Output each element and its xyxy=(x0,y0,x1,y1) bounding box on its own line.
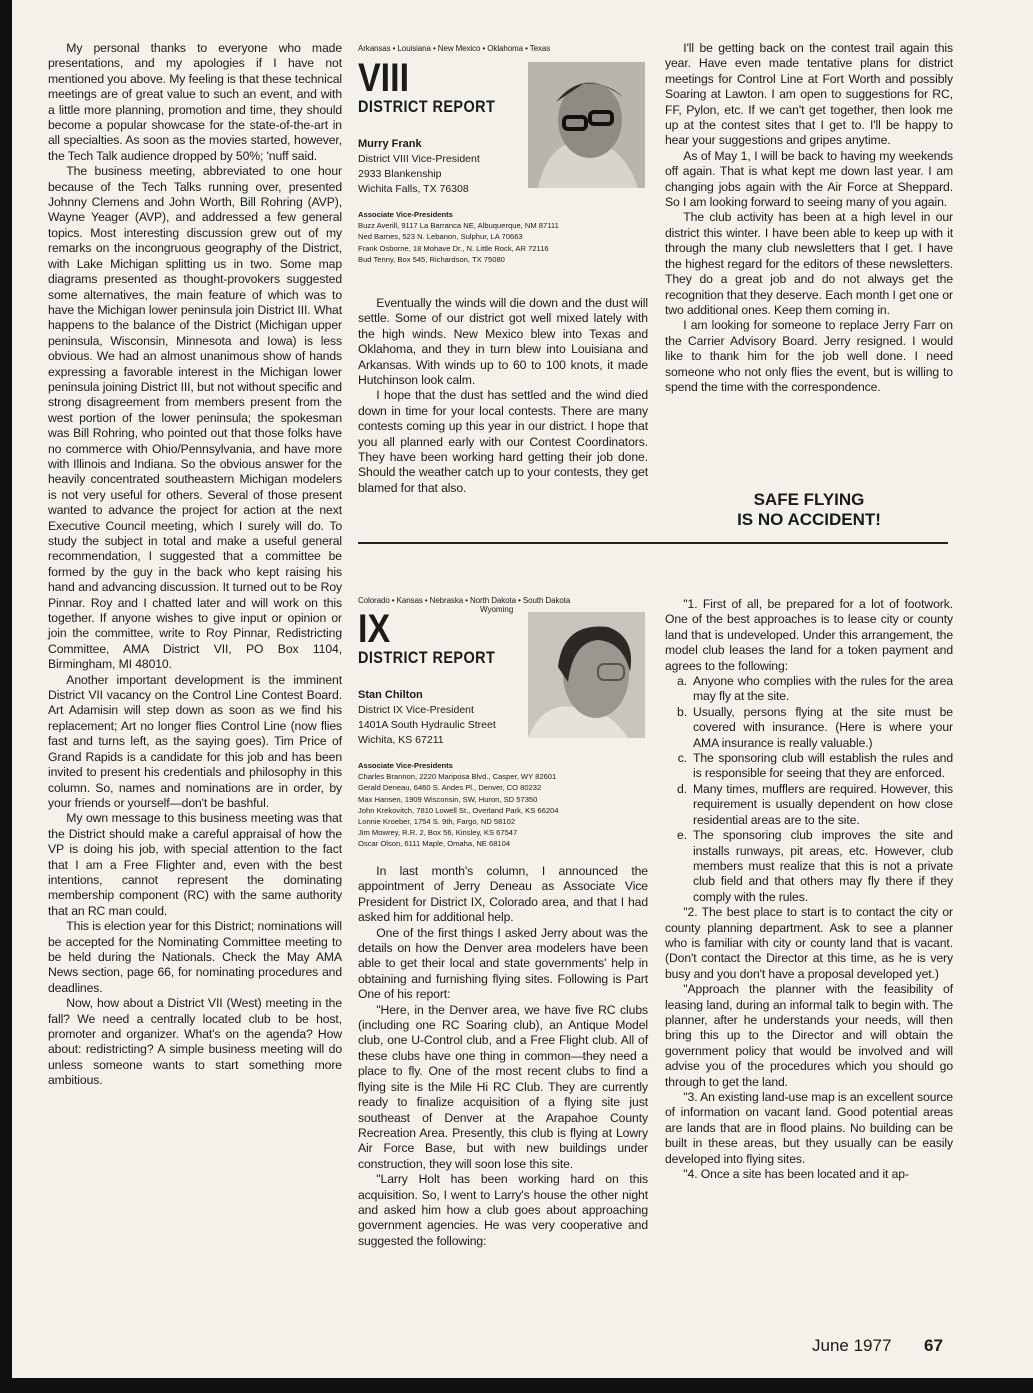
district9-body-continued xyxy=(665,597,953,1182)
district8-body xyxy=(358,296,648,496)
district9-header xyxy=(358,596,654,850)
district8-header xyxy=(358,44,654,265)
paragraph: The business meeting, abbreviated to one hour because of the Tech Talks running over, presented Johnny Clemens and John Worth, Bill Rohring (AVP), Wayne Yeager (AVP), and addressed a few general topics. Most interesting discussion grew out of my remarks on the incongruous geography of the District, with Lake Michigan splitting us in two. Some map diagrams presented as thought-provokers suggested some alternatives, the main feature of which was to have the Michigan lower peninsula join District III. What happens to the balance of the District (Michigan upper peninsula, Wisconsin, Minnesota and Iowa) is less obvious. We had an almost unanimous show of hands expressing a favorable interest in the Michigan lower peninsula joining District III, but not without specific and strong disagreement from members present from the west portion of the lower peninsula; the spokesman was Bill Rohring, who pointed out that those folks have no commerce with Ohio/Pennsylvania, and have more with Illinois and Indiana. So the obvious answer for the heavily concentrated southeastern Michigan modelers is not very useful for others. Several of those present wanted to advance the project for action at the next Executive Council meeting, which I surely will do. To study the subject in total and make a useful general recommendation, I suggested that a committee be formed by the guy in the back who kept raising his hand and advancing discussion. It turned out to be Roy Pinnar. Roy and I chatted later and will work on this together. If anyone wishes to give input or opinion or join the committee, write to Roy Pinnar, Redistricting Committee, AMA District VII, PO Box 1104, Birmingham, MI 48010. xyxy=(48,164,342,672)
vp-city: Wichita Falls, TX 76308 xyxy=(358,183,469,195)
list-text: Anyone who complies with the rules for the area may fly at the site. xyxy=(693,674,953,704)
section-divider xyxy=(358,542,948,544)
paragraph: Another important development is the imminent District VII vacancy on the Control Line Contest Board. Art Adamisin will step down as soon as we find his replacement; Art no longer flies Control Line (now flies fast and turns left, as the saying goes). Tim Price of Grand Rapids is a candidate for this job and has been invited to present his credentials and philosophy in this column. So, names and nominations are in order, by your friends or yourself—don't be bashful. xyxy=(48,672,342,810)
district9-heading: DISTRICT REPORT xyxy=(358,648,496,667)
list-text: Usually, persons flying at the site must be covered with insurance. (Here is where your AMA insurance is really valuable.) xyxy=(693,704,953,750)
associate-vp-entry: Max Hansen, 1909 Wisconsin, SW, Huron, SD 57350 xyxy=(358,794,538,804)
associate-vp-entry: Bud Tenny, Box 545, Richardson, TX 75080 xyxy=(358,254,505,264)
district9-numeral: IX xyxy=(358,607,391,651)
district9-avps xyxy=(358,760,654,850)
list-item xyxy=(665,705,953,751)
district9-states-2: Wyoming xyxy=(480,605,514,614)
safety-slogan xyxy=(665,490,953,530)
paragraph: My personal thanks to everyone who made presentations, and my apologies if I have not mentioned you above. My feeling is that these technical meetings are of great value to such an event, and with a little more planning, promotion and time, they should become a popular showcase for the state-of-the-art in all specialties. As soon as the movies started, however, the Tech Talk audience dropped by 50%; 'nuff said. xyxy=(48,41,342,163)
associate-vp-entry: Oscar Olson, 6111 Maple, Omaha, NE 68104 xyxy=(358,839,511,849)
lease-terms-list xyxy=(665,674,953,905)
list-text: The sponsoring club will establish the rules and is responsible for seeing that they are enforced. xyxy=(693,751,953,781)
vp-name: Murry Frank xyxy=(358,138,422,150)
vp-title: District IX Vice-President xyxy=(358,704,474,716)
paragraph: "Larry Holt has been working hard on this acquisition. So, I went to Larry's house the other night and asked him how a club goes about approaching government agencies. He was very cooperative and suggested the following: xyxy=(358,1172,648,1248)
list-text: Many times, mufflers are required. However, this requirement is usually dependent on how close residential areas are to the site. xyxy=(693,781,953,827)
paragraph: "Here, in the Denver area, we have five RC clubs (including one RC Soaring club), an Antique Model club, one U-Control club, and a Free Flight club. All of these clubs have one thing in common—they need a place to fly. One of the most recent clubs to find a flying site is the Mile Hi RC Club. They are currently ready to finalize acquisition of a flying site just southeast of Denver at the Arapahoe County Recreation Area. Presently, this club is flying at Lowry Air Force Base, but with new buildings under construction, they will soon lose this site. xyxy=(358,1002,648,1171)
paragraph: "2. The best place to start is to contact the city or county planning department. Ask to see a planner who is familiar with city or county land that is vacant. (Don't contact the Director at this time, as he is very busy and you don't have a proposal developed yet.) xyxy=(665,905,953,981)
avp-heading: Associate Vice-Presidents xyxy=(358,210,453,219)
continued-paragraphs xyxy=(665,905,953,1182)
paragraph: My own message to this business meeting was that the District should make a careful appraisal of how the VP is doing his job, with special attention to the fact that I am a Free Flighter and, even with the best intentions, cannot represent the dominating membership component (RC) with the same authority that an RC man could. xyxy=(48,811,342,918)
paragraph: In last month's column, I announced the appointment of Jerry Deneau as Associate Vice President for District IX, Colorado area, and that I had asked him for additional help. xyxy=(358,864,648,925)
list-item xyxy=(665,828,953,905)
list-letter: b. xyxy=(677,704,687,719)
magazine-page xyxy=(12,0,1033,1378)
list-item xyxy=(665,782,953,828)
paragraph: Eventually the winds will die down and the dust will settle. Some of our district got well mixed lately with the high winds. New Mexico blew into Texas and Oklahoma, and they in turn blew into Louisiana and Arkansas. With winds up to 60 to 100 knots, it made Hutchinson look calm. xyxy=(358,296,648,388)
district9-body xyxy=(358,864,648,1249)
paragraph: I am looking for someone to replace Jerry Farr on the Carrier Advisory Board. Jerry resigned. I would like to thank him for the job well done. I need someone who not only flies the event, but is willing to spend the time with the correspondence. xyxy=(665,318,953,394)
paragraph: This is election year for this District; nominations will be accepted for the Nominating Committee meeting to be held during the Nationals. Check the May AMA News section, page 66, for nominating procedures and deadlines. xyxy=(48,919,342,995)
vp-title: District VIII Vice-President xyxy=(358,153,480,165)
associate-vp-entry: Ned Barnes, 523 N. Lebanon, Sulphur, LA 70663 xyxy=(358,232,523,242)
slogan-line-2: IS NO ACCIDENT! xyxy=(737,510,881,529)
associate-vp-entry: Buzz Averill, 9117 La Barranca NE, Albuquerque, NM 87111 xyxy=(358,221,559,231)
associate-vp-entry: Jim Mowrey, R.R. 2, Box 56, Kinsley, KS 67547 xyxy=(358,828,518,838)
paragraph: The club activity has been at a high level in our district this winter. I have been able to keep up with it through the many club newsletters that I get. I have the highest regard for the editors of these newsletters. They do a great job and do not always get the recognition that they deserve. Each month I get one or two additional ones. Keep them coming in. xyxy=(665,210,953,317)
list-text: The sponsoring club improves the site and installs runways, pit areas, etc. However, club members must realize that this is not a private club field and that others may fly there if they comply with the rules. xyxy=(693,828,953,904)
associate-vp-entry: Lonnie Kroeber, 1754 S. 9th, Fargo, ND 58102 xyxy=(358,817,516,827)
paragraph: Now, how about a District VII (West) meeting in the fall? We need a centrally located club to be host, promoter and organizer. What's on the agenda? How about: redistricting? A simple business meeting will do unless someone wants to start something more ambitious. xyxy=(48,996,342,1088)
vp-address: 2933 Blankenship xyxy=(358,168,442,180)
list-letter: d. xyxy=(677,781,687,796)
associate-vp-entry: Frank Osborne, 18 Mohave Dr., N. Little Rock, AR 72116 xyxy=(358,243,549,253)
paragraph: As of May 1, I will be back to having my weekends off again. That is what kept me down last year. I am changing jobs again with the Air Force at Sheppard. So I am looking forward to seeing many of you again. xyxy=(665,148,953,210)
column-district7-continued xyxy=(48,41,342,1089)
associate-vp-entry: Gerald Deneau, 6460 S. Andes Pl., Denver, CO 80232 xyxy=(358,783,542,793)
district8-heading: DISTRICT REPORT xyxy=(358,97,496,116)
paragraph: One of the first things I asked Jerry about was the details on how the Denver area modelers have been able to get their local and state governments' help in obtaining and furnishing flying sites. Following is Part One of his report: xyxy=(358,925,648,1002)
paragraph: I'll be getting back on the contest trail again this year. Have even made tentative plans for district meetings for Control Line at Fort Worth and possibly Soaring at Lawton. I am open to suggestions for RC, FF, Pylon, etc. If we can't get together, then look me up at the contest sites that I get to. I'll be happy to hear your suggestions and gripes anytime. xyxy=(665,41,953,148)
associate-vp-entry: Charles Brannon, 2220 Mariposa Blvd., Casper, WY 82601 xyxy=(358,772,557,782)
paragraph: "1. First of all, be prepared for a lot of footwork. One of the best approaches is to lease city or county land that is undeveloped. Under this arrangement, the model club leases the land for a token payment and agrees to the following: xyxy=(665,597,953,673)
avp-heading: Associate Vice-Presidents xyxy=(358,761,453,770)
district8-numeral: VIII xyxy=(358,56,410,100)
vp-name: Stan Chilton xyxy=(358,689,423,701)
paragraph: I hope that the dust has settled and the wind died down in time for your local contests. There are many contests coming up this year in our district. I hope that you all planned early with our Contest Coordinators. They have been working hard getting their job done. Should the weather catch up to your contests, they get blamed for that also. xyxy=(358,388,648,495)
district8-states: Arkansas • Louisiana • New Mexico • Oklahoma • Texas xyxy=(358,44,551,53)
paragraph: "Approach the planner with the feasibility of leasing land, during an informal talk to begin with. The planner, after he understands your needs, will then bring this up to the Director and will obtain the government policy that would be involved and will advise you of the procedures which you should go through to get the land. xyxy=(665,982,953,1089)
vp-city: Wichita, KS 67211 xyxy=(358,734,444,746)
vp-address: 1401A South Hydraulic Street xyxy=(358,719,496,731)
vp-portrait-photo xyxy=(528,62,645,188)
district9-states: Colorado • Kansas • Nebraska • North Dakota • South Dakota xyxy=(358,596,571,605)
paragraph: "3. An existing land-use map is an excellent source of information on vacant land. Good potential areas are lands that are in flood plains. No building can be built in these areas, but they usually can be easily developed into flying sites. xyxy=(665,1090,953,1166)
list-letter: a. xyxy=(677,674,687,689)
list-letter: e. xyxy=(677,828,687,843)
district8-body-continued xyxy=(665,41,953,395)
district8-avps xyxy=(358,209,654,265)
list-letter: c. xyxy=(677,751,687,766)
list-item xyxy=(665,751,953,782)
associate-vp-entry: John Krekovitch, 7810 Lowell St., Overland Park, KS 66204 xyxy=(358,805,559,815)
page-number: 67 xyxy=(924,1336,943,1355)
list-item xyxy=(665,674,953,705)
issue-date: June 1977 xyxy=(812,1336,892,1355)
paragraph: "4. Once a site has been located and it ap- xyxy=(683,1167,909,1182)
vp-portrait-photo xyxy=(528,612,645,738)
slogan-line-1: SAFE FLYING xyxy=(753,490,865,509)
